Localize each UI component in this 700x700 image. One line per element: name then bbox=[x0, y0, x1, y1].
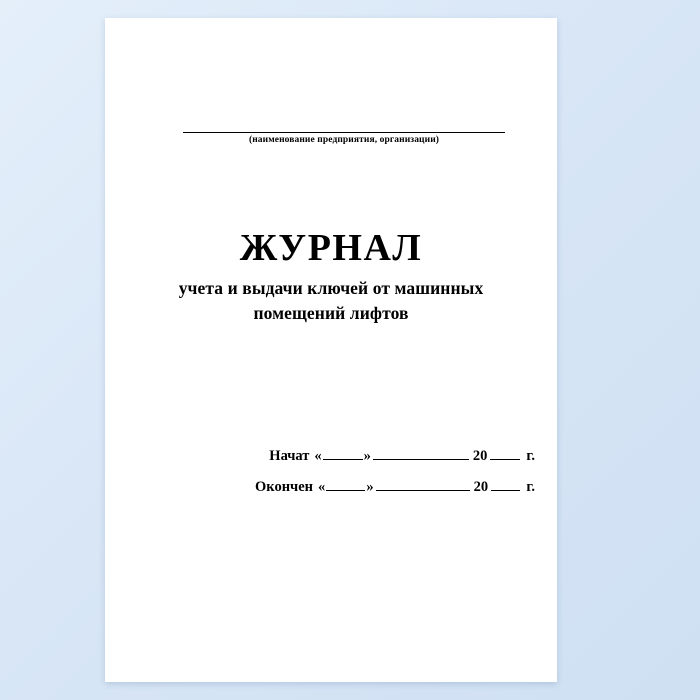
title-block bbox=[131, 226, 531, 326]
organization-name-block bbox=[183, 110, 505, 146]
finished-quote-open: « bbox=[318, 479, 326, 495]
page-title: ЖУРНАЛ bbox=[239, 227, 423, 269]
finished-label: Окончен bbox=[255, 479, 314, 495]
finished-year-prefix: 20 bbox=[473, 479, 489, 495]
organization-name-caption: (наименование предприятия, организации) bbox=[248, 135, 440, 145]
finished-quote-close: » bbox=[366, 479, 374, 495]
document-page bbox=[105, 18, 557, 682]
started-year-field[interactable] bbox=[490, 448, 520, 460]
dates-block bbox=[255, 448, 535, 510]
started-quote-close: » bbox=[363, 448, 371, 464]
started-year-suffix: г. bbox=[526, 448, 535, 464]
finished-year-field[interactable] bbox=[491, 479, 520, 491]
started-month-field[interactable] bbox=[373, 448, 469, 460]
started-year-prefix: 20 bbox=[472, 448, 488, 464]
started-day-field[interactable] bbox=[323, 448, 363, 460]
started-date-row bbox=[255, 448, 535, 465]
organization-name-field[interactable] bbox=[183, 110, 505, 133]
page-subtitle-line-1: учета и выдачи ключей от машинных bbox=[178, 278, 484, 298]
finished-date-row bbox=[255, 479, 535, 496]
finished-month-field[interactable] bbox=[376, 479, 470, 491]
finished-day-field[interactable] bbox=[326, 479, 365, 491]
finished-year-suffix: г. bbox=[526, 479, 535, 495]
started-label: Начат bbox=[269, 448, 310, 464]
page-subtitle-line-2: помещений лифтов bbox=[253, 303, 409, 323]
started-quote-open: « bbox=[314, 448, 322, 464]
